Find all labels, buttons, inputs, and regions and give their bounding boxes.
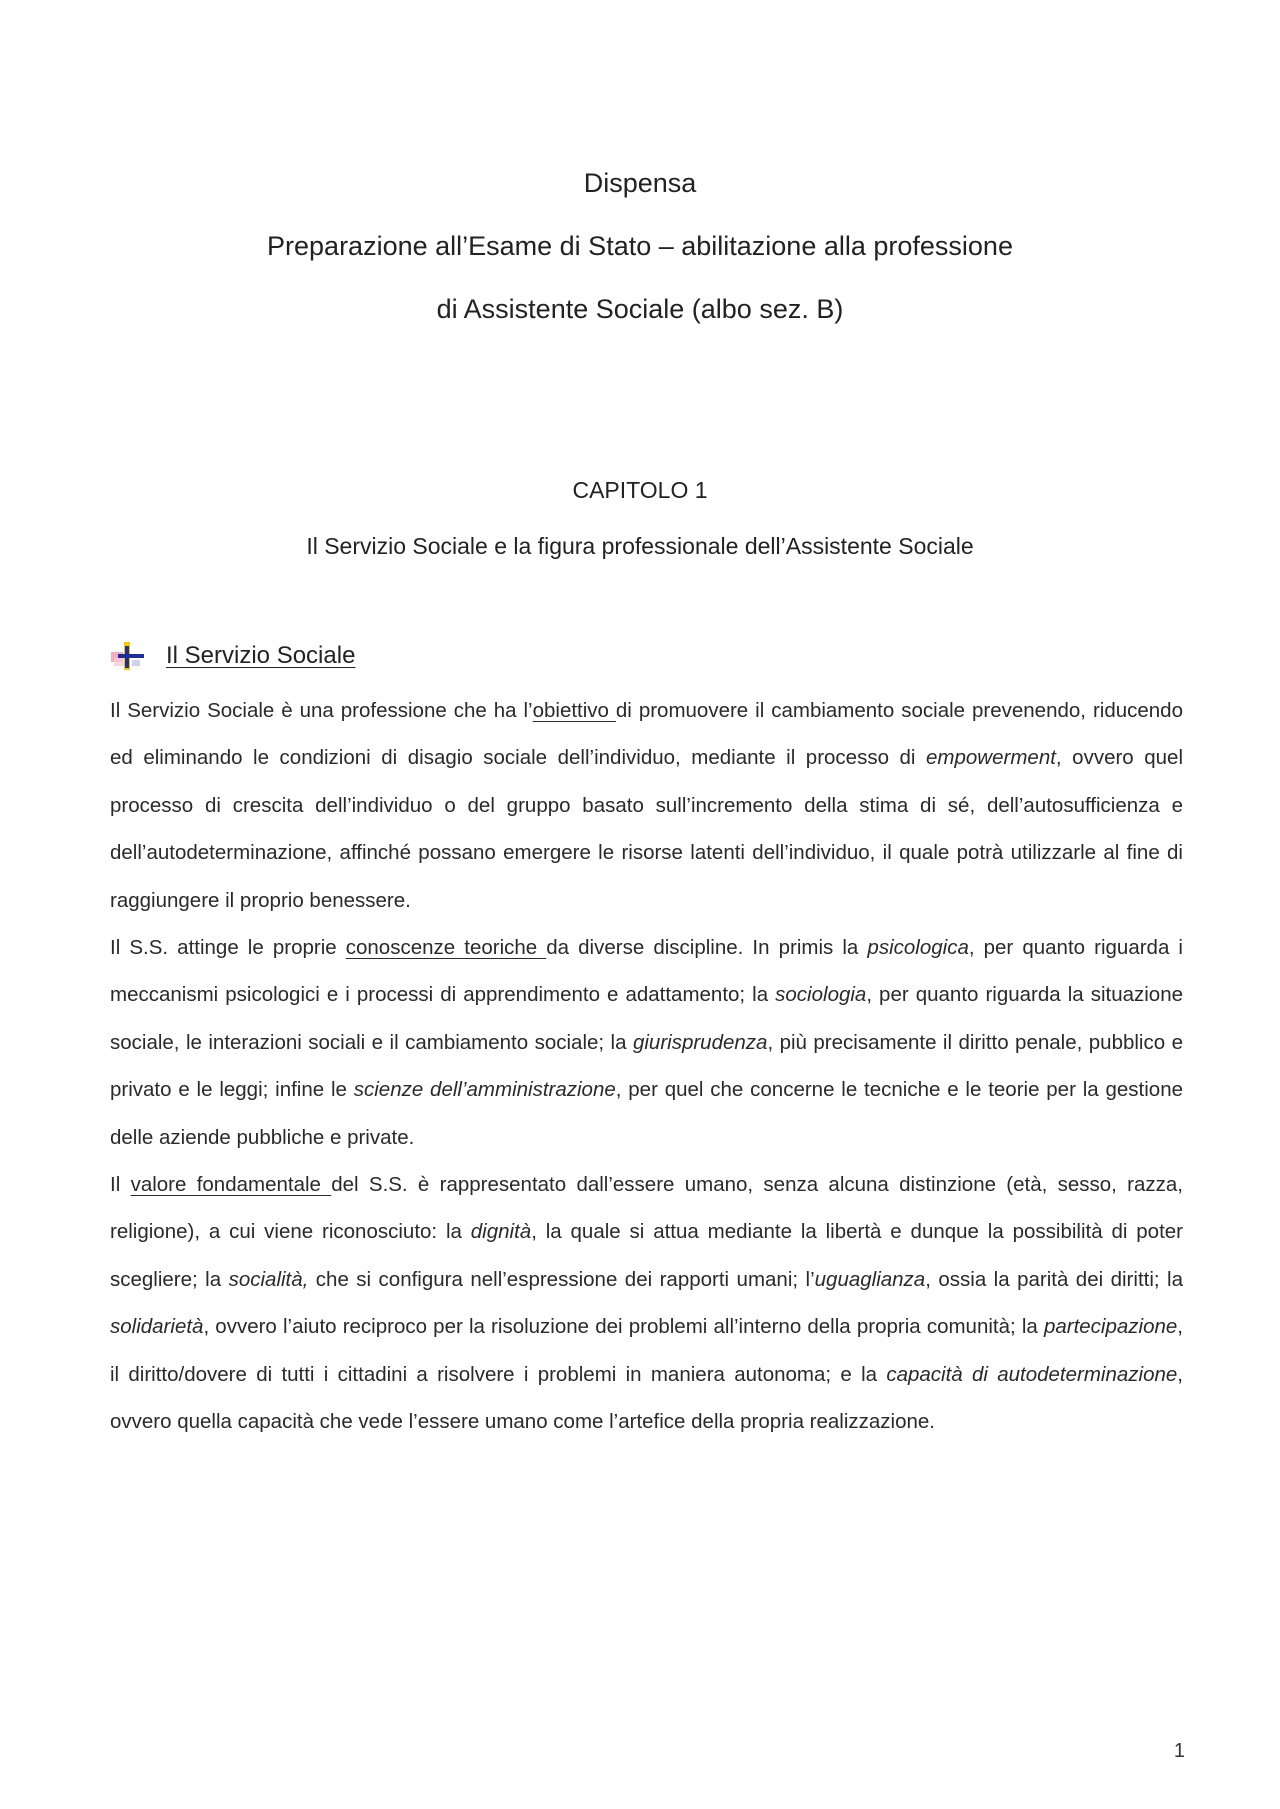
title-line-1: Dispensa [583,168,697,198]
italic-term: solidarietà [110,1315,204,1339]
italic-term: psicologica [867,936,969,960]
chapter-subtitle: Il Servizio Sociale e la figura professionale dell’Assistente Sociale [306,533,974,559]
paragraph-values: Il valore fondamentale del S.S. è rappresentato dall’essere umano, senza alcuna distinzione (età, sesso, razza, religione), a cui viene riconosciuto: la dignità, la quale si attua mediante la libertà e dunque la possibilità di poter scegliere; la socialità, che si configura nell’espressione dei rapporti umani; l’uguaglianza, ossia la parità dei diritti; la solidarietà, ovvero l’aiuto reciproco per la risoluzione dei problemi all’interno della propria comunità; la partecipazione, il diritto/dovere di tutti i cittadini a risolvere i problemi in maniera autonoma; e la capacità di autodeterminazione, ovvero quella capacità che vede l’essere umano come l’artefice della propria realizzazione. [110,1173,1184,1434]
title-line-2: Preparazione all’Esame di Stato – abilitazione alla professione [267,231,1013,261]
italic-term: sociologia [775,983,867,1007]
italic-term: capacità di autodeterminazione [886,1362,1178,1386]
italic-term: giurisprudenza [632,1030,768,1054]
italic-term: empowerment [926,746,1056,770]
underlined-term: valore fondamentale [130,1173,332,1197]
body-text [110,687,1183,1446]
title-line-3: di Assistente Sociale (albo sez. B) [436,294,844,324]
underlined-term: conoscenze teoriche [345,936,547,960]
section-title: Il Servizio Sociale [166,642,356,669]
paragraph-knowledge: Il S.S. attinge le proprie conoscenze teoriche da diverse discipline. In primis la psicologica, per quanto riguarda i meccanismi psicologici e i processi di apprendimento e adattamento; la sociologia, per quanto riguarda la situazione sociale, le interazioni sociali e il cambiamento sociale; la giurisprudenza, più precisamente il diritto penale, pubblico e privato e le leggi; infine le scienze dell’amministrazione, per quel che concerne le tecniche e le teorie per la gestione delle aziende pubbliche e private. [110,936,1183,1149]
italic-term: socialità, [228,1267,309,1291]
italic-term: partecipazione [1043,1315,1178,1339]
document-title [0,152,1280,341]
italic-term: dignità [470,1220,532,1244]
page-number: 1 [1173,1740,1185,1762]
bullet-cross-icon [110,640,146,672]
italic-term: uguaglianza [814,1267,926,1291]
italic-term: scienze dell’amministrazione [353,1078,616,1102]
paragraph-objective: Il Servizio Sociale è una professione che ha l’obiettivo di promuovere il cambiamento sociale prevenendo, riducendo ed eliminando le condizioni di disagio sociale dell’individuo, mediante il processo di empowerment, ovvero quel processo di crescita dell’individuo o del gruppo basato sull’incremento della stima di sé, dell’autosufficienza e dell’autodeterminazione, affinché possano emergere le risorse latenti dell’individuo, il quale potrà utilizzarle al fine di raggiungere il proprio benessere. [110,699,1183,912]
underlined-term: obiettivo [532,699,616,722]
chapter-heading [0,462,1280,574]
chapter-label: CAPITOLO 1 [572,477,708,503]
section-heading [110,636,355,676]
